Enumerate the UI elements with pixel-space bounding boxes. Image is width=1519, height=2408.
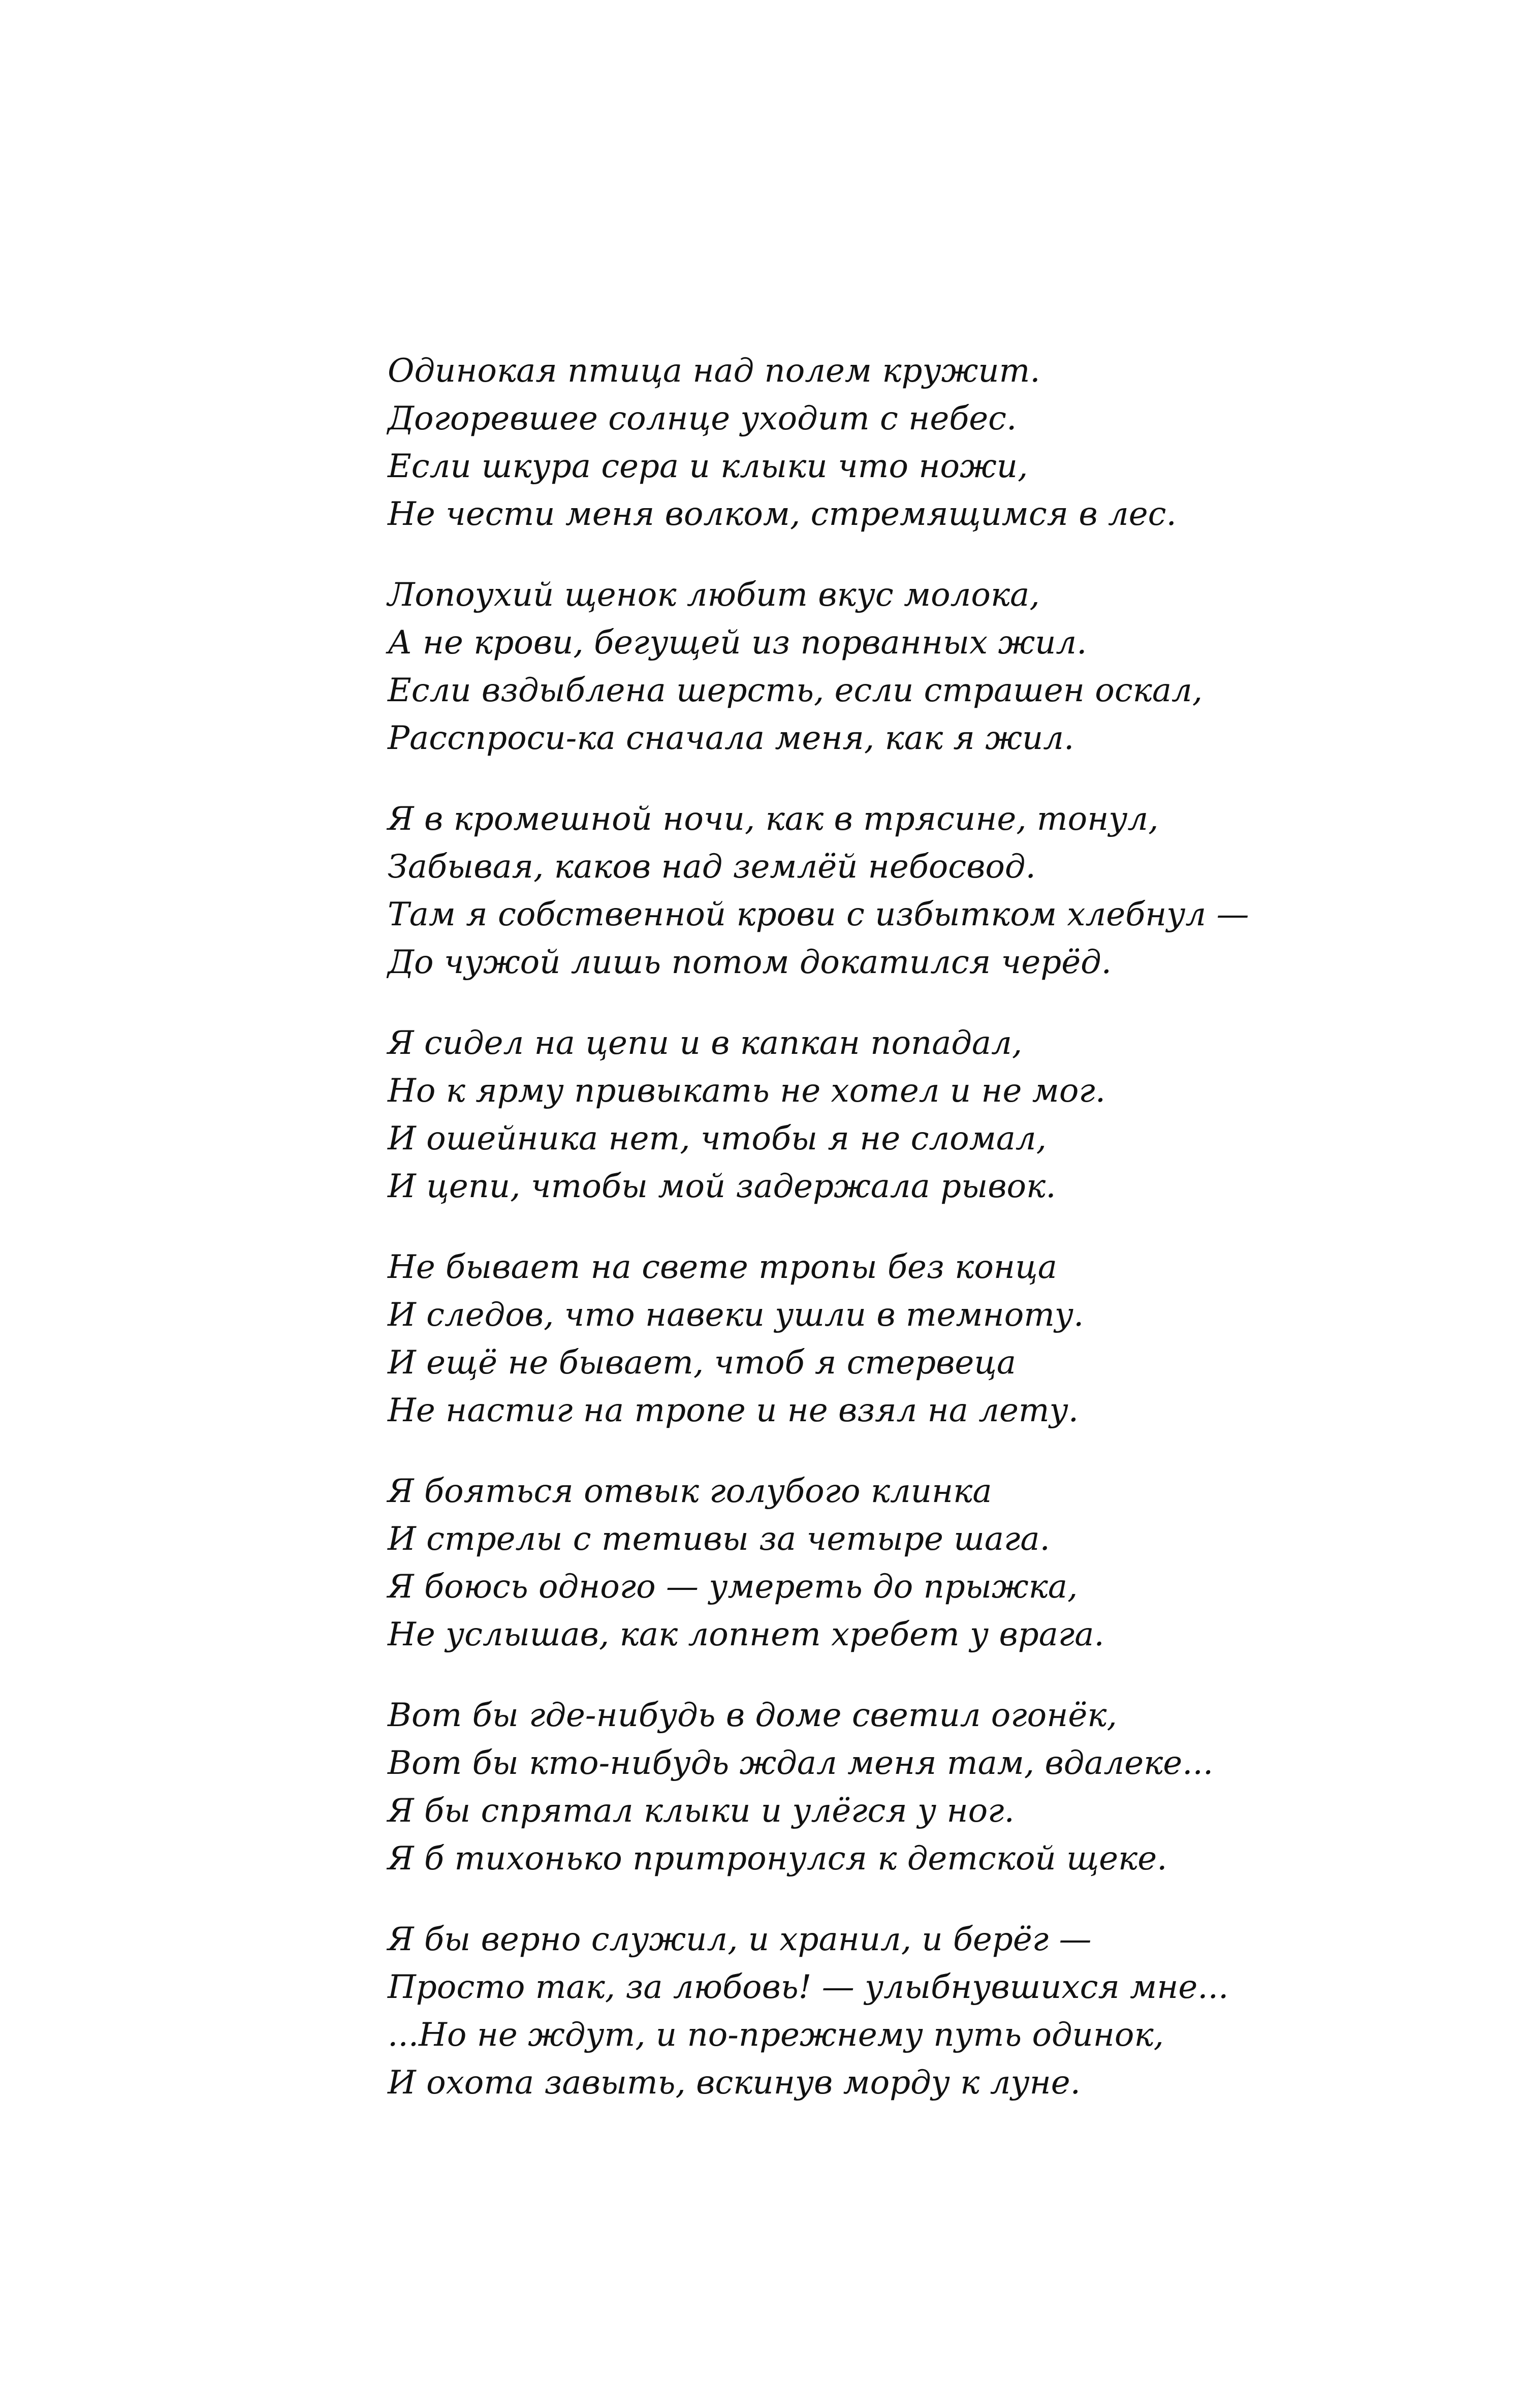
poem-line: Я бояться отвык голубого клинка	[388, 1473, 992, 1510]
poem-line: И цепи, чтобы мой задержала рывок.	[388, 1168, 1056, 1205]
stanza-4	[388, 1019, 1454, 1210]
poem-line: Не бывает на свете тропы без конца	[388, 1248, 1057, 1286]
stanza-8	[388, 1916, 1454, 2107]
poem-line: До чужой лишь потом докатился черёд.	[388, 944, 1112, 981]
stanza-3	[388, 795, 1454, 986]
poem-line: Вот бы где-нибудь в доме светил огонёк,	[388, 1697, 1117, 1734]
stanza-2	[388, 571, 1454, 762]
poem-line: Я бы верно служил, и хранил, и берёг —	[388, 1921, 1092, 1958]
stanza-6	[388, 1467, 1454, 1659]
poem-line: И стрелы с тетивы за четыре шага.	[388, 1520, 1050, 1558]
poem-line: Я в кромешной ночи, как в трясине, тонул,	[388, 800, 1159, 838]
poem-line: Не настиг на тропе и не взял на лету.	[388, 1392, 1079, 1429]
poem-line: И ошейника нет, чтобы я не сломал,	[388, 1120, 1047, 1158]
poem	[388, 347, 1454, 2107]
poem-line: Лопоухий щенок любит вкус молока,	[388, 576, 1040, 614]
poem-line: И охота завыть, вскинув морду к луне.	[388, 2064, 1081, 2102]
poem-line: А не крови, бегущей из порванных жил.	[388, 624, 1087, 662]
stanza-5	[388, 1243, 1454, 1434]
poem-line: Расспроси-ка сначала меня, как я жил.	[388, 720, 1074, 757]
poem-line: Если шкура сера и клыки что ножи,	[388, 448, 1028, 485]
poem-line: Вот бы кто-нибудь ждал меня там, вдалеке...	[388, 1744, 1214, 1782]
poem-line: Я сидел на цепи и в капкан попадал,	[388, 1024, 1023, 1062]
poem-line: Забывая, каков над землёй небосвод.	[388, 848, 1036, 886]
poem-line: Если вздыблена шерсть, если страшен оскал,	[388, 672, 1203, 709]
poem-line: Я б тихонько притронулся к детской щеке.	[388, 1840, 1167, 1878]
poem-line: Просто так, за любовь! — улыбнувшихся мне...	[388, 1968, 1229, 2006]
stanza-1	[388, 347, 1454, 538]
poem-line: Там я собственной крови с избытком хлебнул —	[388, 896, 1249, 933]
poem-line: Не услышав, как лопнет хребет у врага.	[388, 1616, 1104, 1653]
poem-line: Я бы спрятал клыки и улёгся у ног.	[388, 1792, 1015, 1830]
poem-line: Догоревшее солнце уходит с небес.	[388, 400, 1017, 437]
poem-line: Не чести меня волком, стремящимся в лес.	[388, 495, 1177, 533]
poem-line: И ещё не бывает, чтоб я стервеца	[388, 1344, 1016, 1382]
poem-line: И следов, что навеки ушли в темноту.	[388, 1296, 1084, 1334]
poem-line: ...Но не ждут, и по-прежнему путь одинок,	[388, 2016, 1164, 2054]
stanza-7	[388, 1692, 1454, 1883]
poem-line: Одинокая птица над полем кружит.	[388, 352, 1040, 390]
poem-line: Я боюсь одного — умереть до прыжка,	[388, 1568, 1078, 1606]
poem-line: Но к ярму привыкать не хотел и не мог.	[388, 1072, 1106, 1110]
